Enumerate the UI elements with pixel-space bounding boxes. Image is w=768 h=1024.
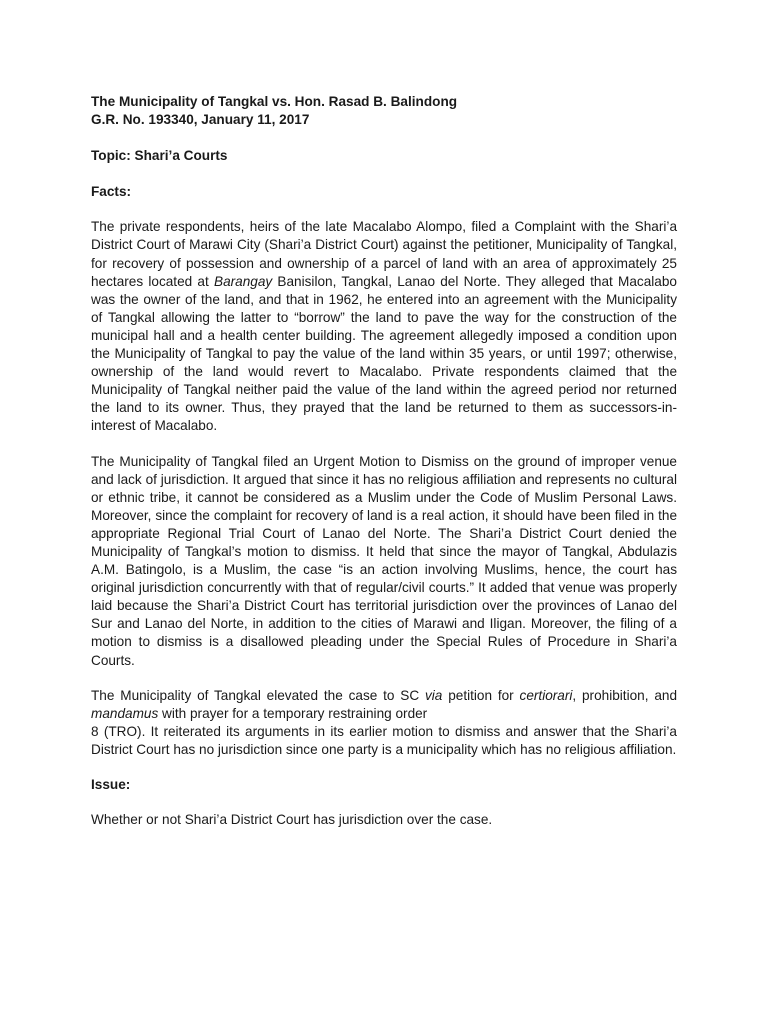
case-number: G.R. No. 193340, January 11, 2017 — [91, 112, 310, 128]
document-page — [91, 93, 677, 829]
facts-p3-italic-mandamus: mandamus — [91, 705, 159, 721]
facts-paragraph-2: The Municipality of Tangkal filed an Urgent Motion to Dismiss on the ground of improper venue and lack of jurisdiction. It argued that since it has no religious affiliation and represents no cultural or ethnic tribe, it cannot be considered as a Muslim under the Code of Muslim Personal Laws. Moreover, since the complaint for recovery of land is a real action, it should have been filed in the appropriate Regional Trial Court of Lanao del Norte. The Shari’a District Court denied the Municipality of Tangkal’s motion to dismiss. It held that since the mayor of Tangkal, Abdulazis A.M. Batingolo, is a Muslim, the case “is an action involving Muslims, hence, the court has original jurisdiction concurrently with that of regular/civil courts.” It added that venue was properly laid because the Shari’a District Court has territorial jurisdiction over the provinces of Lanao del Sur and Lanao del Norte, in addition to the cities of Marawi and Iligan. Moreover, the filing of a motion to dismiss is a disallowed pleading under the Special Rules of Procedure in Shari’a Courts. — [91, 453, 677, 668]
topic-heading: Topic: Shari’a Courts — [91, 148, 228, 164]
facts-p3-italic-certiorari: certiorari — [519, 687, 573, 703]
facts-p1-text-b: Banisilon, Tangkal, Lanao del Norte. They alleged that Macalabo was the owner of the land, and that in 1962, he entered into an agreement with the Municipality of Tangkal allowing the latter to “borrow” the land to pave the way for the construction of the municipal hall and a health center building. The agreement allegedly imposed a condition upon the Municipality of Tangkal to pay the value of the land within 35 years, or until 1997; otherwise, ownership of the land would revert to Macalabo. Private respondents claimed that the Municipality of Tangkal neither paid the value of the land within the agreed period nor returned the land to its owner. Thus, they prayed that the land be returned to them as successors-in-interest of Macalabo. — [91, 273, 677, 434]
facts-p3-text-a: The Municipality of Tangkal elevated the case to SC — [91, 687, 425, 703]
facts-p3-text-b: petition for — [442, 687, 520, 703]
facts-p3-line-2: 8 (TRO). It reiterated its arguments in its earlier motion to dismiss and answer that the Shari’a District Court has no jurisdiction since one party is a municipality which has no religious affiliation. — [91, 723, 677, 757]
facts-heading: Facts: — [91, 184, 132, 200]
facts-paragraph-3 — [91, 687, 677, 759]
facts-p3-text-c: , prohibition, and — [572, 687, 678, 703]
facts-p1-italic-barangay: Barangay — [214, 273, 273, 289]
facts-paragraph-1 — [91, 218, 677, 435]
facts-p3-italic-via: via — [424, 687, 443, 703]
facts-p3-text-d: with prayer for a temporary restraining order — [158, 705, 428, 721]
case-title: The Municipality of Tangkal vs. Hon. Rasad B. Balindong — [91, 94, 458, 109]
issue-heading: Issue: — [91, 777, 131, 792]
issue-text: Whether or not Shari’a District Court has jurisdiction over the case. — [91, 812, 493, 828]
facts-p1-text-a: The private respondents, heirs of the late Macalabo Alompo, filed a Complaint with the Shari’a District Court of Marawi City (Shari’a District Court) against the petitioner, Municipality of Tangkal, for recovery of possession and ownership of a parcel of land with an area of approximately 25 hectares located at — [91, 219, 677, 289]
